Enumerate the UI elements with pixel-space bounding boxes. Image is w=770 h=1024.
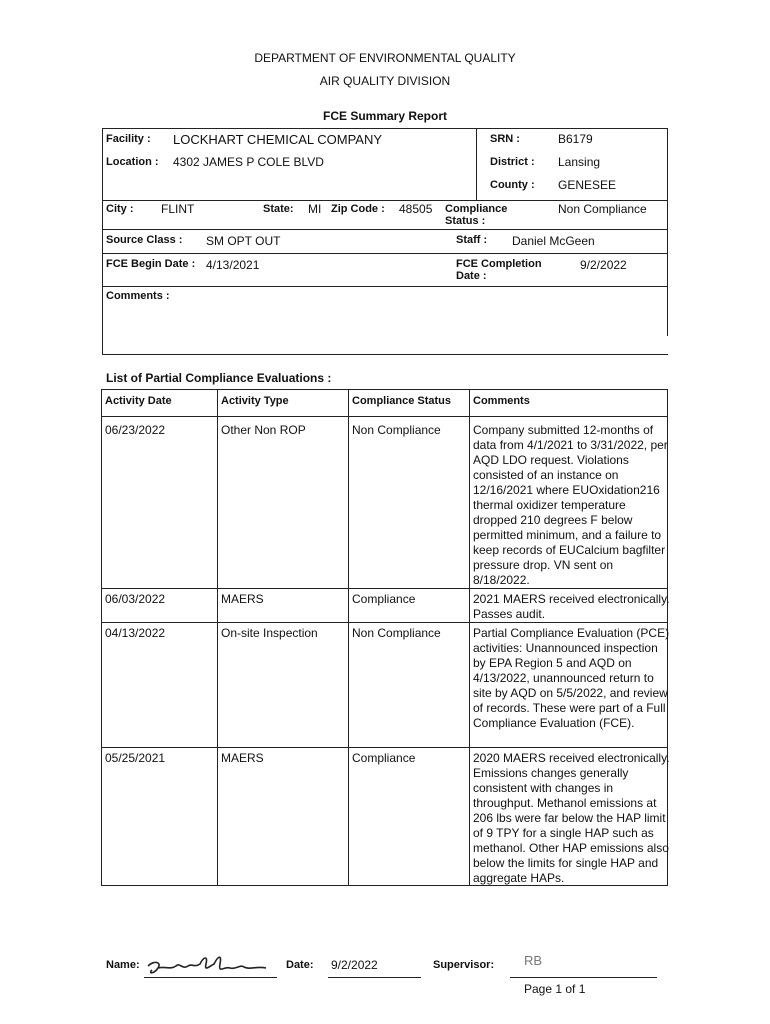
srn-value: B6179 [558,132,593,146]
fce-begin-label: FCE Begin Date : [106,258,196,270]
row-status: Compliance [352,592,416,606]
row-status: Non Compliance [352,423,441,437]
fce-completion-value: 9/2/2022 [580,258,627,272]
row-date: 04/13/2022 [105,626,166,640]
row-comments: 2020 MAERS received electronically. Emissions changes generally consistent with changes in throughput. Methanol emissions at 206 lbs were far below the HAP limit of 9 TPY for a single HAP such as methanol. Other HAP emissions also below the limits for single HAP and aggregate HAPs. [473,751,670,885]
facility-label: Facility : [106,133,151,145]
pce-title: List of Partial Compliance Evaluations : [106,371,332,385]
state-value: MI [308,202,322,216]
date-value: 9/2/2022 [331,958,378,972]
row-date: 06/23/2022 [105,423,166,437]
report-title: FCE Summary Report [322,109,448,123]
supervisor-value: RB [524,953,543,968]
source-class-label: Source Class : [106,234,183,246]
department-title: DEPARTMENT OF ENVIRONMENTAL QUALITY [254,51,516,65]
district-label: District : [490,156,535,168]
name-label: Name: [106,959,140,971]
row-date: 06/03/2022 [105,592,166,606]
row-status: Non Compliance [352,626,441,640]
supervisor-line [510,977,657,978]
row-status: Compliance [352,751,416,765]
row-type: MAERS [221,751,264,765]
division-title: AIR QUALITY DIVISION [319,74,451,88]
row-type: On-site Inspection [221,626,318,640]
district-value: Lansing [558,155,601,169]
staff-label: Staff : [456,234,488,246]
srn-label: SRN : [490,133,520,145]
city-label: City : [106,203,134,215]
compliance-label: Compliance [445,203,508,215]
row-comments: Company submitted 12-months of data from 4/1/2021 to 3/31/2022, per AQD LDO request. Violations consisted of an instance on 12/16/2021 where EUOxidation216 thermal oxidizer temperature dropped 210 degrees F below permitted minimum, and a failure to keep records of EUCalcium bagfilter pressure drop. VN sent on 8/18/2022. [473,423,668,587]
zip-label: Zip Code : [331,203,385,215]
zip-value: 48505 [399,202,433,216]
source-class-value: SM OPT OUT [206,234,281,248]
col-header-type: Activity Type [221,395,289,407]
location-label: Location : [106,156,159,168]
signature-image [144,952,274,980]
compliance-label-2: Status : [445,215,486,227]
col-header-status: Compliance Status [352,395,452,407]
staff-value: Daniel McGeen [512,234,595,248]
fce-completion-label: FCE Completion [456,258,542,270]
supervisor-label: Supervisor: [433,959,495,971]
city-value: FLINT [161,202,195,216]
location-value: 4302 JAMES P COLE BLVD [173,155,324,169]
row-type: Other Non ROP [221,423,306,437]
row-comments: 2021 MAERS received electronically. Passes audit. [473,592,670,621]
name-line [144,977,277,978]
fce-completion-label-2: Date : [456,270,487,282]
row-comments: Partial Compliance Evaluation (PCE) activities: Unannounced inspection by EPA Region 5 and AQD on 4/13/2022, unannounced return to site by AQD on 5/5/2022, and review of records. These were part of a Full Compliance Evaluation (FCE). [473,626,670,730]
col-header-date: Activity Date [105,395,172,407]
fce-begin-value: 4/13/2021 [206,258,260,272]
col-header-comments: Comments [473,395,530,407]
county-label: County : [490,179,535,191]
row-date: 05/25/2021 [105,751,166,765]
comments-label: Comments : [106,290,170,302]
page-number: Page 1 of 1 [524,982,586,996]
state-label: State: [263,203,294,215]
facility-value: LOCKHART CHEMICAL COMPANY [173,132,383,147]
row-type: MAERS [221,592,264,606]
date-line [328,977,421,978]
date-label: Date: [286,959,314,971]
county-value: GENESEE [558,178,617,192]
compliance-status-value: Non Compliance [558,202,647,216]
